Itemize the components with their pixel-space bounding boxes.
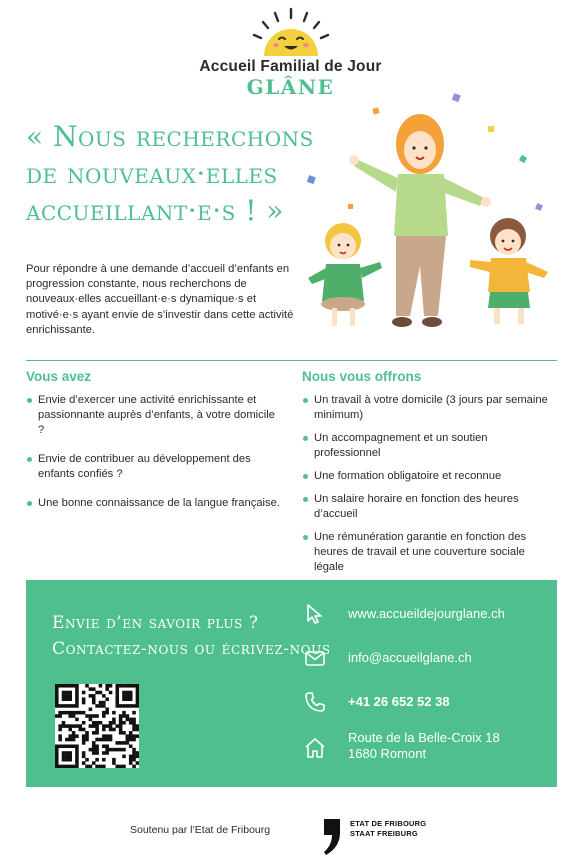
list-item: Un accompagnement et un soutien professionnel — [302, 431, 557, 461]
state-de: STAAT FREIBURG — [350, 829, 418, 838]
list-item: Une formation obligatoire et reconnue — [302, 469, 557, 484]
logo-region: GLÂNE — [246, 75, 335, 99]
list-item: Une bonne connaissance de la langue française. — [26, 496, 281, 511]
address-line: Route de la Belle-Croix 18 — [348, 730, 500, 745]
logo — [0, 6, 581, 98]
cta-line: Envie d’en savoir plus ? — [52, 613, 259, 633]
contact-email-row[interactable] — [303, 646, 553, 672]
supported-by-text: Soutenu par l’Etat de Fribourg — [130, 824, 271, 836]
headline-line: accueillant·e·s ! » — [26, 194, 285, 227]
address-line: 1680 Romont — [348, 746, 427, 761]
logo-name: Accueil Familial de Jour — [199, 58, 382, 75]
nous-offrons-title: Nous vous offrons — [302, 369, 422, 384]
vous-avez-title: Vous avez — [26, 369, 92, 384]
phone-link[interactable]: +41 26 652 52 38 — [348, 694, 450, 709]
contact-address-row — [303, 730, 553, 766]
vous-avez-list — [26, 393, 281, 511]
list-item: Envie de contribuer au développement des enfants confiés ? — [26, 452, 281, 482]
contact-phone-row[interactable] — [303, 690, 553, 716]
girl-figure — [308, 223, 382, 326]
divider — [26, 360, 557, 361]
fribourg-logo — [320, 817, 440, 857]
phone-icon — [303, 690, 327, 714]
nous-offrons-section — [302, 369, 557, 583]
email-link[interactable]: info@accueilglane.ch — [348, 650, 472, 665]
contact-panel — [26, 580, 557, 787]
intro-paragraph: Pour répondre à une demande d’accueil d’enfants en progression constante, nous recherchons de nouveaux·elles accueillant·e·s dynamique·s et motivé·e·s ayant envie de s’investir dans cette activité enrichissante. — [26, 263, 294, 336]
cursor-icon — [303, 602, 327, 626]
mother-figure — [349, 114, 491, 327]
website-link[interactable]: www.accueildejourglane.ch — [348, 606, 505, 621]
mail-icon — [303, 646, 327, 670]
headline-line: « Nous recherchons — [26, 120, 314, 153]
list-item: Envie d’exercer une activité enrichissante et passionnante auprès d’enfants, à votre domicile ? — [26, 393, 281, 438]
sun-logo-icon — [246, 6, 336, 58]
contact-website-row[interactable] — [303, 602, 553, 628]
headline-line: de nouveaux·elles — [26, 157, 278, 190]
qr-code[interactable] — [55, 684, 139, 768]
cta-line: Contactez-nous ou écrivez-nous — [52, 639, 331, 659]
fribourg-comma-icon — [320, 817, 344, 857]
list-item: Un salaire horaire en fonction des heures d’accueil — [302, 492, 557, 522]
vous-avez-section — [26, 369, 281, 525]
cta-text — [52, 610, 331, 662]
list-item: Une rémunération garantie en fonction des heures de travail et une couverture sociale légale — [302, 530, 557, 575]
family-illustration — [298, 86, 560, 336]
state-fr: ETAT DE FRIBOURG — [350, 819, 427, 828]
address — [348, 730, 500, 762]
headline — [26, 118, 326, 229]
list-item: Un travail à votre domicile (3 jours par semaine minimum) — [302, 393, 557, 423]
home-icon — [303, 736, 327, 760]
nous-offrons-list — [302, 393, 557, 575]
boy-figure — [470, 218, 548, 324]
